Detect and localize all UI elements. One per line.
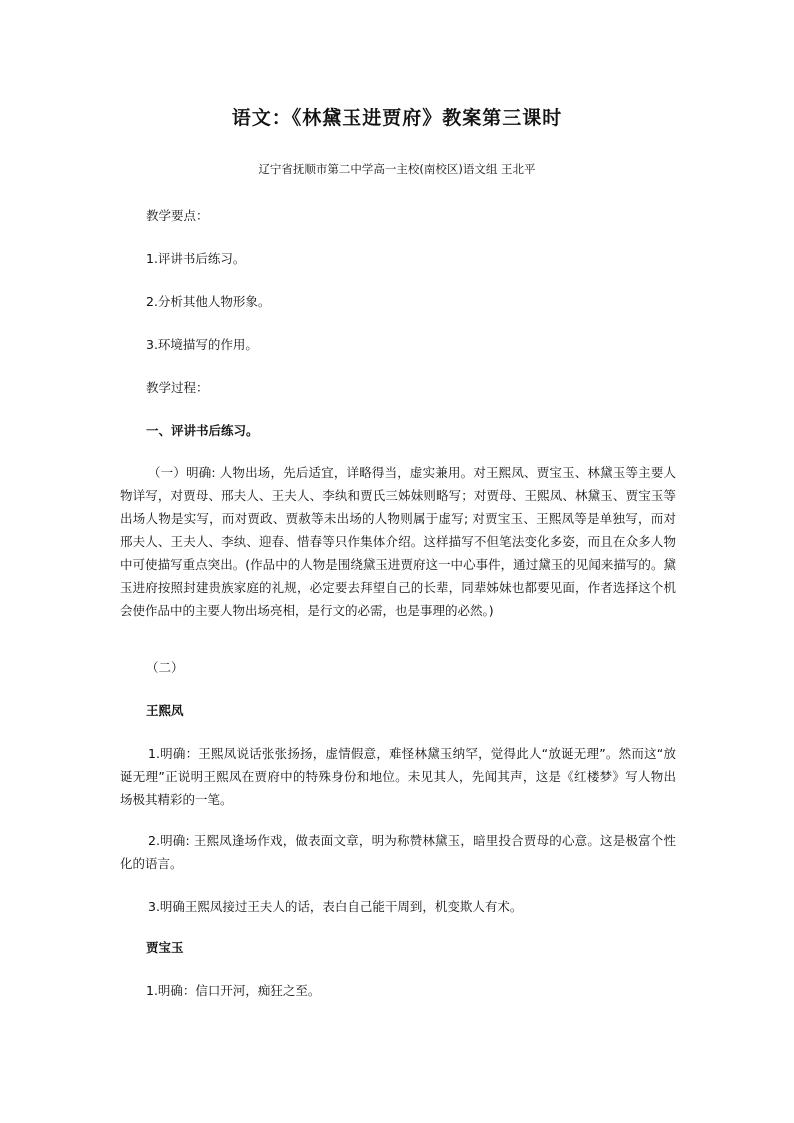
wang-xifeng-heading: 王熙凤	[146, 703, 184, 718]
answer-paragraph-1: （一）明确: 人物出场，先后适宜，详略得当，虚实兼用。对王熙凤、贾宝玉、林黛玉等主要人物详写，对贾母、邢夫人、王夫人、李纨和贾氏三姊妹则略写；对贾母、王熙凤、林黛玉、贾宝玉等出场人物是实写，而对贾政、贾赦等未出场的人物则属于虚写; 对贾宝玉、王熙凤等是单独写，而对邢夫人、王夫人、李纨、迎春、惜春等只作集体介绍。这样描写不但笔法变化多姿，而且在众多人物中可使描写重点突出。(作品中的人物是围绕黛玉进贾府这一中心事件，通过黛玉的见闻来描写的。黛玉进府按照封建贵族家庭的礼规，必定要去拜望自己的长辈，同辈姊妹也都要见面，作者选择这个机会使作品中的主要人物出场亮相，是行文的必需，也是事理的必然。)	[120, 465, 676, 618]
teaching-point-3: 3.环境描写的作用。	[146, 337, 258, 352]
section-1-heading: 一、评讲书后练习。	[146, 423, 259, 438]
author-line: 辽宁省抚顺市第二中学高一主校(南校区)语文组 王北平	[258, 162, 536, 176]
teaching-point-1: 1.评讲书后练习。	[146, 251, 246, 266]
wang-xifeng-point-3: 3.明确王熙凤接过王夫人的话，表白自己能干周到，机变欺人有术。	[148, 899, 523, 914]
jia-baoyu-point-1: 1.明确：信口开河，痴狂之至。	[146, 983, 321, 998]
teaching-point-2: 2.分析其他人物形象。	[146, 294, 271, 309]
teaching-points-heading: 教学要点：	[146, 208, 209, 223]
part-2-label: （二）	[146, 660, 184, 675]
wang-xifeng-point-1: 1.明确：王熙凤说话张张扬扬，虚情假意，难怪林黛玉纳罕，觉得此人“放诞无理”。然而这“放诞无理”正说明王熙凤在贾府中的特殊身份和地位。未见其人，先闻其声，这是《红楼梦》写人物出场极其精彩的一笔。	[120, 746, 676, 807]
process-heading: 教学过程：	[146, 380, 209, 395]
document-title: 语文：《林黛玉进贾府》教案第三课时	[231, 107, 563, 129]
wang-xifeng-point-2: 2.明确: 王熙凤逢场作戏，做表面文章，明为称赞林黛玉，暗里投合贾母的心意。这是极富个性化的语言。	[120, 833, 676, 871]
jia-baoyu-heading: 贾宝玉	[146, 940, 184, 955]
